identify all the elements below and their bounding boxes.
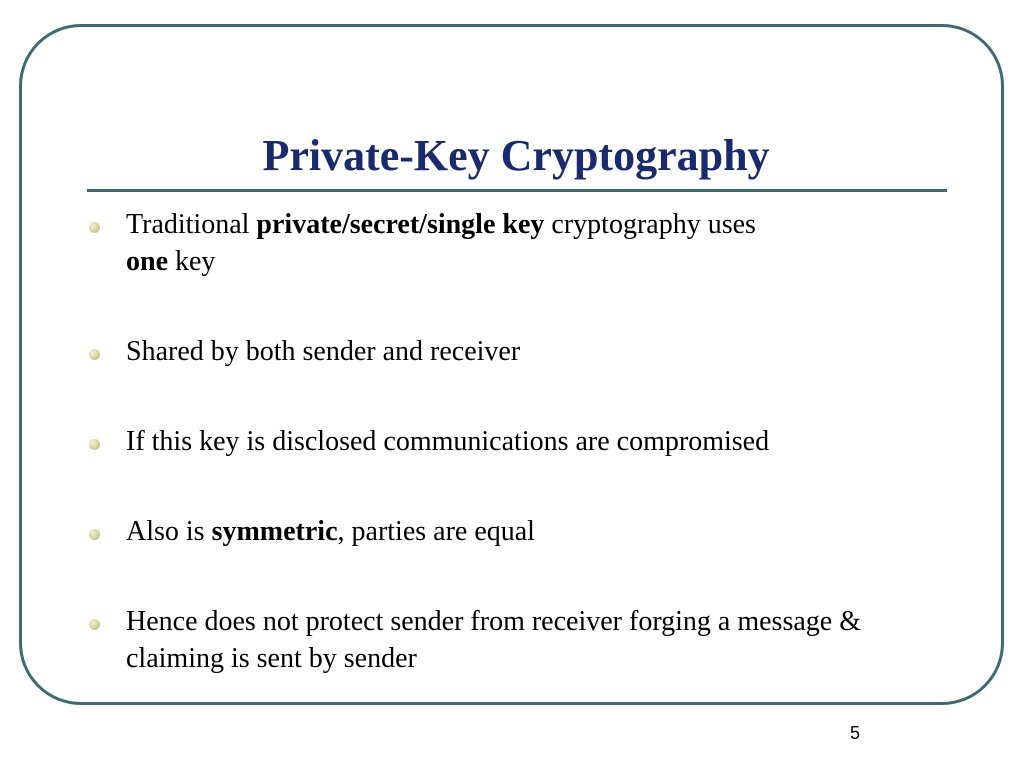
bullet-text: Shared by both sender and receiver xyxy=(126,336,521,367)
bullet-dot-icon xyxy=(89,529,100,540)
bullet-text-bold: private/secret/single key xyxy=(256,209,545,240)
bullet-item xyxy=(87,423,937,460)
bullet-dot-icon xyxy=(89,222,100,233)
bullet-item xyxy=(87,333,937,370)
bullet-item xyxy=(87,206,937,280)
bullet-text-bold: one xyxy=(126,246,168,277)
bullet-dot-icon xyxy=(89,619,100,630)
bullet-text: , parties are equal xyxy=(337,516,535,547)
bullet-item xyxy=(87,513,937,550)
bullet-dot-icon xyxy=(89,349,100,360)
title-underline xyxy=(87,189,947,192)
slide-title: Private-Key Cryptography xyxy=(262,131,770,180)
bullet-dot-icon xyxy=(89,439,100,450)
bullet-text: key xyxy=(168,246,216,277)
bullet-text: cryptography uses xyxy=(544,209,756,240)
bullet-text-bold: symmetric xyxy=(211,516,338,547)
bullet-text: If this key is disclosed communications are compromised xyxy=(126,426,770,457)
bullet-item xyxy=(87,603,937,677)
bullet-list xyxy=(87,206,937,730)
page-number: 5 xyxy=(849,723,860,743)
bullet-text: Also is xyxy=(126,516,212,547)
bullet-text: Hence does not protect sender from receiver forging a message & claiming is sent by sender xyxy=(126,606,861,674)
bullet-text: Traditional xyxy=(126,209,257,240)
